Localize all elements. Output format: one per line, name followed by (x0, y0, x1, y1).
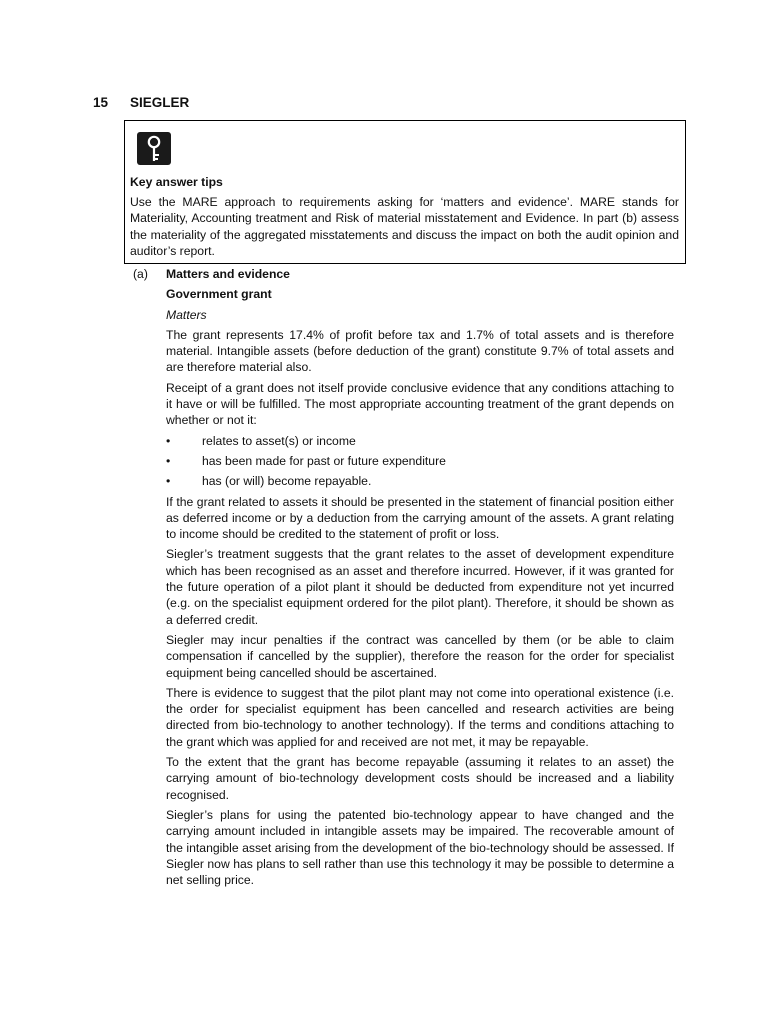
bullet-marker: • (166, 453, 171, 468)
answer-content (133, 266, 674, 892)
part-a-label: (a) (133, 267, 148, 281)
bullet-marker: • (166, 474, 171, 489)
key-icon-graphic (145, 135, 163, 163)
paragraph: To the extent that the grant has become repayable (assuming it relates to an asset) the carrying amount of bio-technology development costs should be increased and a liability recognised. (166, 755, 674, 802)
tips-title: Key answer tips (130, 175, 223, 189)
list-item-text: has been made for past or future expenditure (202, 453, 446, 468)
paragraph: Siegler’s treatment suggests that the grant relates to the asset of development expenditure which has been recognised as an asset and therefore incurred. However, if it was granted for the future operation of a pilot plant it should be deducted from expenditure not yet incurred (e.g. on the specialist equipment ordered for the pilot plant). Therefore, it should be shown as a deferred credit. (166, 547, 674, 627)
paragraph: There is evidence to suggest that the pilot plant may not come into operational existence (i.e. the order for specialist equipment has been cancelled and research activities are being directed from bio-technology to another technology). If the terms and conditions attaching to the grant which was applied for and received are not met, it may be repayable. (166, 685, 674, 749)
list-item (166, 433, 674, 449)
list-item (166, 473, 674, 489)
question-number: 15 (93, 95, 109, 110)
part-a-body (166, 266, 674, 892)
key-answer-tips-box (124, 120, 686, 264)
paragraph: Receipt of a grant does not itself provide conclusive evidence that any conditions attaching to it have or will be fulfilled. The most appropriate accounting treatment of the grant depends on whether or not it: (166, 380, 674, 428)
part-a (133, 266, 674, 892)
question-heading (93, 95, 189, 110)
bullet-marker: • (166, 433, 171, 448)
tips-text: Use the MARE approach to requirements asking for ‘matters and evidence’. MARE stands for Materiality, Accounting treatment and Risk of material misstatement and Evidence. In part (b) assess the materiality of the aggregated misstatements and discuss the impact on both the audit opinion and auditor’s report. (130, 194, 679, 258)
question-title: SIEGLER (130, 95, 190, 110)
matters-heading: Matters (166, 307, 207, 322)
government-grant-heading: Government grant (166, 287, 272, 302)
paragraph: If the grant related to assets it should be presented in the statement of financial position either as deferred income or by a deduction from the carrying amount of the assets. A grant relating to income should be credited to the statement of profit or loss. (166, 494, 674, 542)
bullet-list (166, 433, 674, 490)
paragraph: Siegler may incur penalties if the contract was cancelled by them (or be able to claim compensation if cancelled by the supplier), therefore the reason for the order for specialist equipment being cancelled should be ascertained. (166, 632, 674, 680)
key-icon (137, 132, 171, 165)
paragraph: The grant represents 17.4% of profit before tax and 1.7% of total assets and is therefore material. Intangible assets (before deduction of the grant) constitute 9.7% of total assets and are therefore material also. (166, 327, 674, 375)
part-a-heading: Matters and evidence (166, 267, 290, 281)
list-item (166, 453, 674, 469)
list-item-text: has (or will) become repayable. (202, 474, 372, 489)
list-item-text: relates to asset(s) or income (202, 433, 356, 448)
paragraph: Siegler’s plans for using the patented bio-technology appear to have changed and the carrying amount included in intangible assets may be impaired. The recoverable amount of the intangible asset arising from the development of the bio-technology should be assessed. If Siegler now has plans to sell rather than use this technology it may be possible to determine a net selling price. (166, 807, 674, 888)
